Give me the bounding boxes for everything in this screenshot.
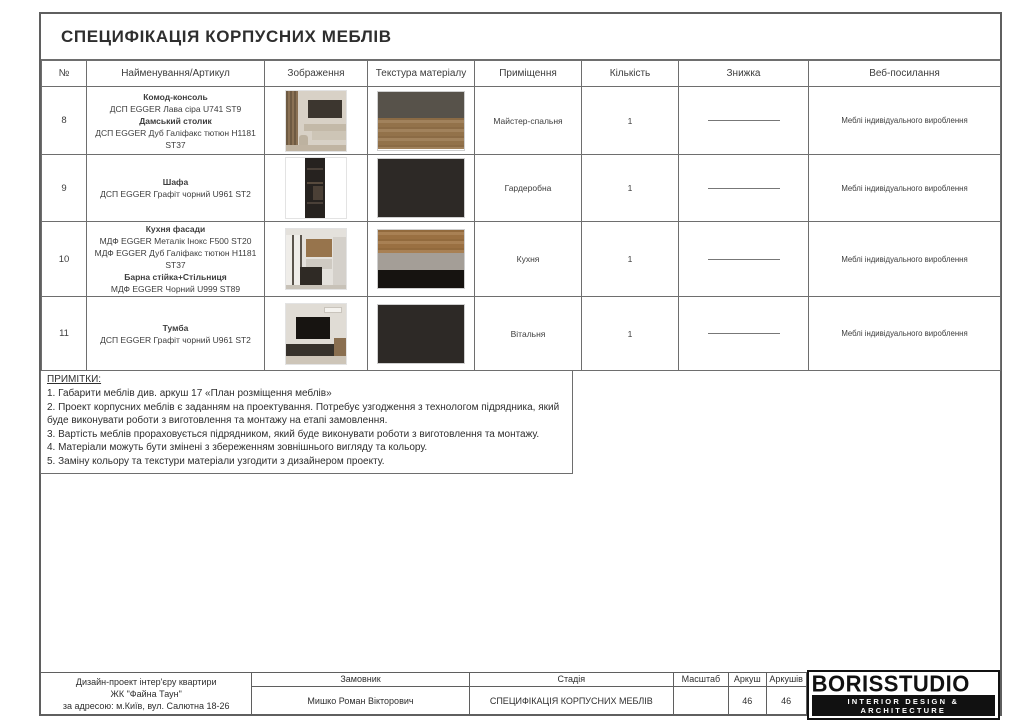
row-room: Вітальня	[475, 297, 582, 371]
customer-cell	[252, 673, 469, 714]
row-image-cell	[265, 155, 368, 222]
page-title: СПЕЦИФІКАЦІЯ КОРПУСНИХ МЕБЛІВ	[61, 26, 392, 46]
customer-label: Замовник	[252, 673, 468, 687]
row-weblink: Меблі індивідуального вироблення	[809, 87, 1001, 155]
col-header-number: №	[42, 61, 87, 87]
texture-swatch	[378, 305, 464, 363]
table-row	[42, 87, 1001, 155]
scale-value	[674, 687, 728, 714]
row-discount	[679, 155, 809, 222]
row-quantity: 1	[582, 297, 679, 371]
row-name-cell: Комод-консоль ДСП EGGER Лава сіра U741 ST9 Дамський столик ДСП EGGER Дуб Галіфакс тютюн H1181 ST37	[87, 87, 265, 155]
row-texture-cell	[368, 297, 475, 371]
notes-block	[40, 371, 573, 474]
project-info-cell	[41, 673, 252, 714]
customer-name: Мишко Роман Вікторович	[307, 695, 414, 706]
discount-dash	[708, 333, 780, 334]
scale-label: Масштаб	[674, 673, 728, 687]
sheets-value: 46	[781, 695, 792, 706]
row-image-cell	[265, 222, 368, 297]
col-header-room: Приміщення	[475, 61, 582, 87]
title-block-footer	[41, 669, 1000, 715]
note-item: 4. Матеріали можуть бути змінені з збереженням зовнішнього вигляду та кольору.	[47, 442, 428, 453]
sheets-total-cell	[767, 673, 807, 714]
logo-name: BORISSTUDIO	[811, 669, 970, 697]
row-discount	[679, 297, 809, 371]
title-bar	[41, 14, 1000, 60]
discount-dash	[708, 120, 780, 121]
kitchen-photo	[286, 229, 346, 289]
row-quantity: 1	[582, 222, 679, 297]
row-number: 9	[42, 155, 87, 222]
row-texture-cell	[368, 222, 475, 297]
note-item: 2. Проект корпусних меблів є заданням на проектування. Потребує узгодження з технологом підрядника, який буде виконувати роботи з виготовлення та монтажу на етапі замовлення.	[47, 401, 560, 426]
logo-tagline: INTERIOR DESIGN & ARCHITECTURE	[812, 695, 995, 716]
row-room: Майстер-спальня	[475, 87, 582, 155]
table-row	[42, 297, 1001, 371]
col-header-weblink: Веб-посилання	[809, 61, 1001, 87]
row-name-cell: Кухня фасади МДФ EGGER Металік Інокс F500 ST20 МДФ EGGER Дуб Галіфакс тютюн H1181 ST37 Барна стійка+Стільниця МДФ EGGER Чорний U999 ST89	[87, 222, 265, 297]
scale-cell	[674, 673, 729, 714]
row-name-cell: Шафа ДСП EGGER Графіт чорний U961 ST2	[87, 155, 265, 222]
texture-swatch	[378, 230, 464, 288]
discount-dash	[708, 259, 780, 260]
borisstudio-logo	[807, 670, 1000, 720]
note-item: 5. Заміну кольору та текстури матеріали узгодити з дизайнером проекту.	[47, 455, 385, 467]
discount-dash	[708, 188, 780, 189]
row-discount	[679, 87, 809, 155]
studio-logo-cell	[807, 669, 1000, 715]
table-row	[42, 155, 1001, 222]
texture-swatch	[378, 159, 464, 217]
sheet-value: 46	[742, 695, 753, 706]
sheet-label: Аркуш	[729, 673, 766, 687]
row-weblink: Меблі індивідуального вироблення	[809, 222, 1001, 297]
stage-cell	[470, 673, 674, 714]
wardrobe-photo	[286, 158, 346, 218]
col-header-name: Найменування/Артикул	[87, 61, 265, 87]
spec-table	[41, 60, 1001, 371]
bedroom-console-photo	[286, 91, 346, 151]
stage-value: СПЕЦИФІКАЦІЯ КОРПУСНИХ МЕБЛІВ	[489, 695, 653, 706]
note-item: 1. Габарити меблів див. аркуш 17 «План розміщення меблів»	[47, 388, 332, 399]
project-line: Дизайн-проект інтер'єру квартири	[75, 676, 217, 687]
col-header-texture: Текстура матеріалу	[368, 61, 475, 87]
col-header-image: Зображення	[265, 61, 368, 87]
table-row	[42, 222, 1001, 297]
row-quantity: 1	[582, 155, 679, 222]
row-name-cell: Тумба ДСП EGGER Графіт чорний U961 ST2	[87, 297, 265, 371]
row-weblink: Меблі індивідуального вироблення	[809, 155, 1001, 222]
col-header-discount: Знижка	[679, 61, 809, 87]
table-header-row	[42, 61, 1001, 87]
row-number: 8	[42, 87, 87, 155]
stage-label: Стадія	[470, 673, 673, 687]
row-image-cell	[265, 87, 368, 155]
project-line: ЖК "Файна Таун"	[110, 688, 182, 699]
row-quantity: 1	[582, 87, 679, 155]
texture-swatch	[378, 92, 464, 150]
row-weblink: Меблі індивідуального вироблення	[809, 297, 1001, 371]
specification-sheet	[39, 12, 1002, 716]
row-texture-cell	[368, 87, 475, 155]
sheets-label: Аркушів	[767, 673, 806, 687]
sheet-number-cell	[729, 673, 767, 714]
row-number: 10	[42, 222, 87, 297]
col-header-quantity: Кількість	[582, 61, 679, 87]
row-room: Гардеробна	[475, 155, 582, 222]
living-room-photo	[286, 304, 346, 364]
row-image-cell	[265, 297, 368, 371]
row-texture-cell	[368, 155, 475, 222]
project-line: за адресою: м.Київ, вул. Салютна 18-26	[62, 700, 230, 711]
note-item: 3. Вартість меблів прораховується підрядником, який буде виконувати роботи з виготовлення та монтажу.	[47, 428, 540, 440]
row-room: Кухня	[475, 222, 582, 297]
row-number: 11	[42, 297, 87, 371]
row-discount	[679, 222, 809, 297]
notes-heading: ПРИМІТКИ:	[47, 374, 102, 385]
